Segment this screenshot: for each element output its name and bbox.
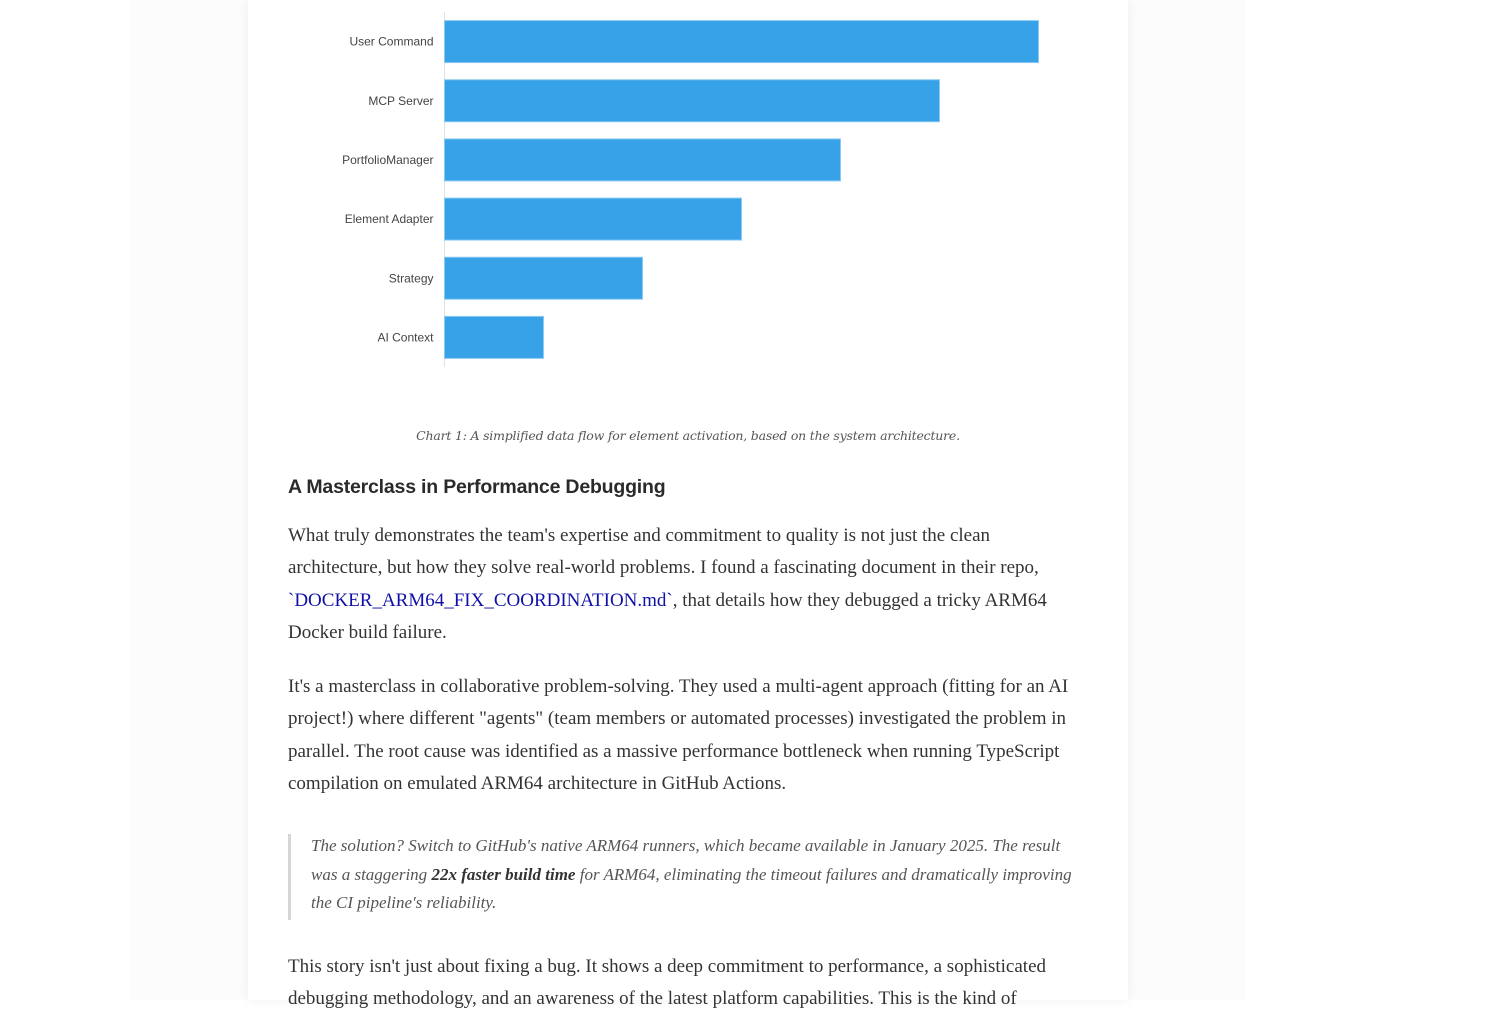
chart-caption: Chart 1: A simplified data flow for element activation, based on the system architecture. — [416, 428, 960, 443]
paragraph-multi-agent: It's a masterclass in collaborative problem-solving. They used a multi-agent approach (fitting for an AI project!) where different "agents" (team members or automated processes) investigated the problem in parallel. The root cause was identified as a massive performance bottleneck when running TypeScript compilation on emulated ARM64 architecture in GitHub Actions. — [288, 676, 1069, 795]
bar-user-command — [445, 21, 1039, 63]
paragraph-text: What truly demonstrates the team's expertise and commitment to quality is not just the clean architecture, but how they solve real-world problems. I found a fascinating document in their repo, — [288, 525, 1039, 579]
category-label: User Command — [349, 34, 434, 49]
category-label: AI Context — [377, 330, 434, 345]
bar-ai-context — [445, 316, 544, 358]
bar-chart-svg — [248, 0, 1128, 400]
bar-strategy — [445, 257, 643, 299]
paragraph-text: , that details how they debugged a tricky ARM64 Docker build failure. — [288, 589, 1047, 644]
category-label: Strategy — [388, 271, 434, 286]
bar-portfoliomanager — [445, 139, 841, 181]
blockquote-text — [311, 832, 1086, 918]
bars-group — [445, 21, 1039, 359]
quote-text: The solution? Switch to GitHub's native ARM64 runners, which became available in January 2025. The result was a staggering — [311, 836, 1061, 884]
quote-highlight: 22x faster build time — [431, 864, 576, 884]
bar-chart — [248, 0, 1128, 400]
paragraph-summary: This story isn't just about fixing a bug. It shows a deep commitment to performance, a sophisticated debugging methodology, and an awareness of the latest platform capabilities. This is the kind of — [288, 956, 1046, 1010]
category-labels — [342, 35, 434, 345]
category-label: Element Adapter — [344, 212, 434, 227]
article-card — [248, 0, 1128, 1010]
paragraph-docker-doc — [288, 520, 1083, 650]
category-label: PortfolioManager — [342, 152, 434, 167]
section-heading: A Masterclass in Performance Debugging — [288, 476, 666, 498]
bar-element-adapter — [445, 198, 742, 240]
quote-text: for ARM64, eliminating the timeout failures and dramatically improving the CI pipeline's reliability. — [311, 864, 1072, 913]
docker-doc-link[interactable]: `DOCKER_ARM64_FIX_COORDINATION.md` — [288, 589, 673, 611]
bar-mcp-server — [445, 80, 940, 122]
solution-blockquote — [288, 834, 1086, 920]
category-label: MCP Server — [368, 93, 434, 108]
